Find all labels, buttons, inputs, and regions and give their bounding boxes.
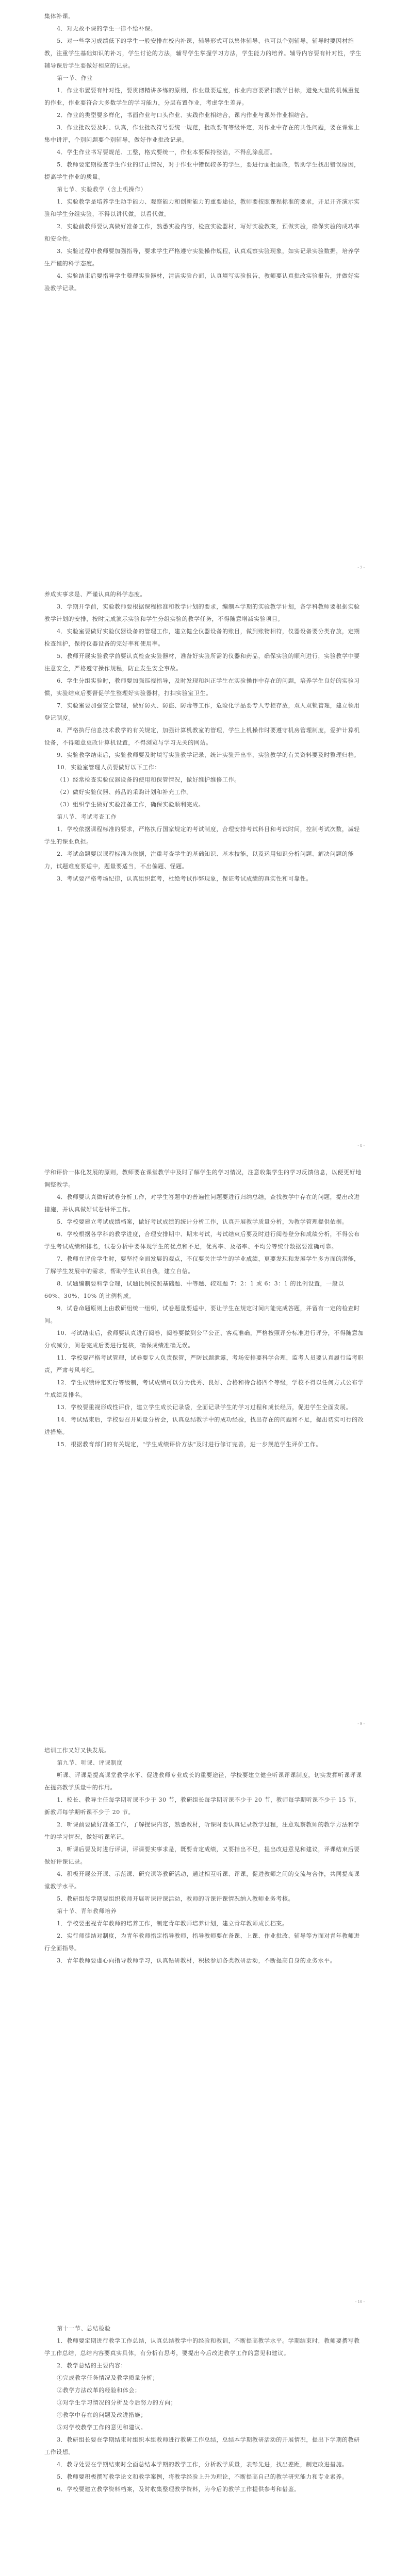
paragraph: 12．学生成绩评定实行等级制，考试成绩可以分为优秀、良好、合格和待合格四个等级，学校不得以任何方式公布学生成绩及排名。 (44, 1379, 364, 1398)
paragraph: ⑤对学校教学工作的意见和建议。 (57, 2424, 147, 2431)
paragraph: 3．考试要严格考场纪律，认真组织监考，杜绝考试作弊现象，保证考试成绩的真实性和可靠性。 (57, 875, 312, 882)
paragraph: 3．作业批改要及时、认真，作业批改符号要统一规范，批改要有等级评定，对作业中存在的共性问题，要在课堂上集中讲评，个别问题要个别辅导，做好作业批改记录。 (44, 124, 360, 143)
paragraph: 3．学期开学前，实验教师要根据课程标准和教学计划的要求，编制本学期的实验教学计划，各学科教师要根据实验教学计划的安排，按时完成演示实验和学生分组实验的教学任务，不得随意增减实验项目。 (44, 603, 360, 622)
paragraph: 6．学校要建立教学资料档案，及时收集整理教学资料，为今后的教学工作提供参考和借鉴。 (57, 2486, 300, 2493)
paragraph: 3．听课后要及时进行评课，评课要实事求是，既要肯定成绩，又要指出不足，提出改进意见和建议，评课结束后要做好评课记录。 (44, 1846, 360, 1865)
paragraph: 5．教师要积极撰写教学论文和教学案例，将教学经验上升为理论，不断提高自己的教学研究能力和专业素养。 (57, 2473, 348, 2480)
paragraph: （2）做好实验仪器、药品的采购计划和补充工作。 (57, 789, 192, 795)
paragraph: （1）经常检查实验仪器设备的使用和保管情况，做好维护维修工作。 (57, 776, 240, 783)
paragraph: 11．学校要严格考试管理，试卷要专人负责保管，严防试题泄露，考场安排要科学合理，监考人员要认真履行监考职责，严肃考风考纪。 (44, 1354, 364, 1374)
paragraph: 1．学校依据课程标准的要求，严格执行国家规定的考试制度，合理安排考试科目和考试时间，控制考试次数，减轻学生的课业负担。 (44, 826, 360, 845)
paragraph: （3）组织学生做好实验准备工作，确保实验顺利完成。 (57, 801, 205, 808)
paragraph: 9．试卷命题原则上由教研组统一组织，试卷题量要适中，要让学生在规定时间内能完成答题，并留有一定的检查时间。 (44, 1305, 360, 1324)
paragraph: ②教学方法改革的经验和体会； (57, 2387, 141, 2394)
paragraph: 1．学校要重视青年教师的培养工作，制定青年教师培养计划，建立青年教师成长档案。 (57, 1920, 288, 1927)
section-heading: 第十一节、总结检验 (57, 2325, 111, 2332)
page-number: - 9 - (357, 1722, 365, 1726)
paragraph: 7．实验室要加强安全管理，做好防火、防盗、防毒等工作，危险化学品要专人专柜存放，双人双锁管理，建立领用登记制度。 (44, 702, 360, 721)
document-page (0, 578, 409, 1156)
paragraph: 4．学生作业书写要规范、工整，格式要统一，作业本要保持整洁，不得乱涂乱画。 (57, 149, 276, 156)
document-page (0, 1734, 409, 2312)
document-page (0, 2312, 409, 2576)
paragraph: 10．实验室管理人员要做好以下工作： (57, 764, 160, 771)
paragraph: 9．实验教学结束后，实验教师要及时填写实验教学记录，统计实验开出率，实验教学的有关资料要及时整理归档。 (57, 752, 360, 758)
paragraph: 8．严格执行信息技术教学的有关规定，加强计算机教室的管理，学生上机操作时要遵守机房管理制度，爱护计算机设备，不得随意更改计算机设置，不得浏览与学习无关的网站。 (44, 727, 360, 746)
page-content (44, 1744, 365, 1967)
paragraph: 听课、评课是提高课堂教学水平、促进教师专业成长的重要途径，学校要建立健全听课评课制度，切实发挥听课评课在提高教学质量中的作用。 (44, 1772, 362, 1791)
paragraph: 1．作业布置要有针对性，要贯彻精讲多练的原则，作业量要适度，作业内容要紧扣教学目标，避免大量的机械重复的作业，作业要符合大多数学生的学习能力，分层布置作业，考虑学生差异。 (44, 87, 360, 106)
paragraph: 13．学校要重视形成性评价，建立学生成长记录袋，全面记录学生的学习过程和成长经历，促进学生全面发展。 (57, 1404, 352, 1411)
section-heading: 第八节、考试考查工作 (57, 814, 117, 820)
paragraph: 4．实验室要做好实验仪器设备的管理工作，建立健全仪器设备的账目，做到账物相符，仪器设备要分类存放，定期检查维护，保持仪器设备的完好率和使用率。 (44, 628, 360, 647)
paragraph: ③对学生学习情况的分析及今后努力的方向； (57, 2399, 177, 2406)
page-number: - 7 - (357, 566, 365, 570)
section-heading: 第七节、实验教学（含上机操作） (57, 186, 147, 193)
paragraph: 2．实行师徒结对制度，为青年教师指定指导教师，指导教师要在备课、上课、作业批改、辅导等方面对青年教师进行全面指导。 (44, 1933, 360, 1952)
paragraph: 1．实验教学是培养学生动手能力、观察能力和创新能力的重要途径，教师要按照课程标准的要求，开足开齐演示实验和学生分组实验，不得以讲代做，以看代做。 (44, 198, 360, 217)
page-content (44, 588, 365, 885)
paragraph: 培训工作又好又快发展。 (44, 1747, 110, 1754)
paragraph: 4．教师要认真做好试卷分析工作，对学生答题中的普遍性问题要进行归纳总结，查找教学中存在的问题，提出改进措施，并认真做好试卷讲评工作。 (44, 1194, 360, 1213)
paragraph: 集体补课。 (44, 13, 74, 20)
paragraph: 2．教学总结的主要内容： (57, 2362, 127, 2369)
document-page (0, 0, 409, 578)
page-number: - 10 - (355, 2300, 365, 2304)
paragraph: 4．对无故不课的学生一律不给补课。 (57, 25, 157, 32)
paragraph: 5．教师开展实验教学前要认真检查实验器材，准备好实验所需的仪器和药品，确保实验的顺利进行，实验教学中要注意安全，严格遵守操作规程，防止发生安全事故。 (44, 653, 360, 672)
paragraph: 1．教师要定期进行教学工作总结，认真总结教学中的经验和教训，不断提高教学水平。学期结束时，教师要撰写教学工作总结，总结内容要真实具体，有分析有思考，要提出今后改进教学工作的意见和建议。 (44, 2337, 360, 2357)
paragraph: 2．作业的类型要多样化，书面作业与口头作业、实践作业相结合，课内作业与课外作业相结合。 (57, 112, 312, 118)
paragraph: 15．根据教育部门的有关规定，"学生成绩评价方法"及时进行修订完善，进一步规范学生评价工作。 (57, 1441, 322, 1448)
page-number: - 8 - (357, 1144, 365, 1148)
paragraph: 1．校长、教导主任每学期听课不少于 30 节，教研组长每学期听课不少于 20 节，教师每学期听课不少于 15 节，新教师每学期听课不少于 20 节。 (44, 1797, 361, 1816)
paragraph: 3．实验过程中教师要加强指导，要求学生严格遵守实验操作规程，认真观察实验现象，如实记录实验数据，培养学生严谨的科学态度。 (44, 248, 360, 267)
paragraph: 5．学校要建立考试成绩档案，做好考试成绩的统计分析工作，认真开展教学质量分析，为教学管理提供依据。 (57, 1218, 348, 1225)
page-content (44, 1166, 365, 1451)
paragraph: 14．考试结束后，学校要召开质量分析会，认真总结教学中的成功经验，找出存在的问题和不足，提出切实可行的改进措施。 (44, 1416, 364, 1435)
paragraph: 6．学校根据各学科的教学进度，合理安排期中、期末考试，考试结束后要及时进行阅卷登分和成绩分析，不得公布学生考试成绩和排名，试卷分析中要体现学生的优点和不足，优秀率、及格率、平均分等统计数据要准确可靠。 (44, 1231, 360, 1250)
paragraph: 7．教师在评价学生时，要坚持全面发展的观点，不仅要关注学生的学业成绩，更要发现和发展学生多方面的潜能，了解学生发展中的需求，帮助学生认识自我，建立自信。 (44, 1256, 360, 1275)
section-heading: 第一节、作业 (57, 75, 93, 81)
paragraph: 3．教研组长要在学期结束时组织本组教师进行教研工作总结，总结本学期教研活动的开展情况，提出下学期的教研工作设想。 (44, 2436, 360, 2455)
paragraph: 5．教研组每学期要组织教师开展听课评课活动，教师的听课评课情况纳入教师业务考核。 (57, 1895, 295, 1902)
paragraph: 4．教导处要在学期结束时全面总结本学期的教学工作，分析教学质量，表彰先进，找出差距，制定改进措施。 (57, 2461, 348, 2468)
paragraph: 5．教师要定期检查学生作业的订正情况，对于作业中错误较多的学生，要进行面批面改，帮助学生找出错误原因，提高学生作业的质量。 (44, 161, 360, 180)
paragraph: 4．实验结束后要指导学生整理实验器材，清洁实验台面，认真填写实验报告，教师要认真批改实验报告，并做好实验教学记录。 (44, 273, 360, 292)
paragraph: 4．积极开展公开课、示范课、研究课等教研活动，通过相互听课、评课，促进教师之间的交流与合作，共同提高课堂教学水平。 (44, 1871, 360, 1890)
paragraph: ④教学中存在的问题及改进措施； (57, 2412, 147, 2418)
paragraph: 6．学生分组实验时，教师要加强巡视指导，及时发现和纠正学生在实验操作中存在的问题，培养学生良好的实验习惯，实验结束后要督促学生整理好实验器材，打扫实验室卫生。 (44, 677, 360, 697)
section-heading: 第九节、听课、评课制度 (57, 1759, 123, 1766)
paragraph: 10．考试结束后，教师要认真进行阅卷，阅卷要做到公平公正、客观准确，严格按照评分标准进行评分，不得随意加分或减分，阅卷完成后要进行复核，确保成绩准确无误。 (44, 1330, 364, 1349)
paragraph: 2．实验前教师要认真做好准备工作，熟悉实验内容，检查实验器材，写好实验教案，预做实验，确保实验的成功率和安全性。 (44, 223, 360, 242)
paragraph: ①完成教学任务情况及教学质量分析； (57, 2375, 159, 2381)
paragraph: 2．考试命题要以课程标准为依据，注重考查学生的基础知识、基本技能，以及运用知识分析问题、解决问题的能力，试题难度要适中，题量要适当，不出偏题、怪题。 (44, 851, 354, 870)
paragraph: 8．试题编制要科学合理，试题比例按照基础题、中等题、较难题 7：2：1 或 6：3：1 的比例设置，一般以 60%、30%、10% 的比例构成。 (44, 1280, 344, 1299)
section-heading: 第十节、青年教师培养 (57, 1908, 117, 1914)
paragraph: 2．听课前要做好准备工作，了解授课内容，熟悉教材，听课时要认真记录教学过程，注意观察教师的教学方法和学生的学习情况，做好听课笔记。 (44, 1821, 360, 1840)
paragraph: 养成实事求是、严谨认真的科学态度。 (44, 591, 146, 598)
document-page (0, 1156, 409, 1734)
paragraph: 5．对一些学习成绩低下的学生一般安排在校内补课，辅导形式可以集体辅导，也可以个别辅导，辅导时要因材施教，注重学生基础知识的补习，学生讨论的方法，辅导学生掌握学习方法，学生能力的培养。辅导内容要有针对性，学生辅导课后学生要做好相应的记录。 (44, 38, 362, 69)
page-content (44, 10, 365, 295)
paragraph: 3．青年教师要虚心向指导教师学习，认真钻研教材，积极参加各类教研活动，不断提高自身的业务水平。 (57, 1957, 336, 1964)
page-content (44, 2323, 365, 2496)
paragraph: 学和评价一体化发展的原则，教师要在课堂教学中及时了解学生的学习情况，注意收集学生的学习反馈信息，以便更好地调整教学。 (44, 1169, 362, 1188)
